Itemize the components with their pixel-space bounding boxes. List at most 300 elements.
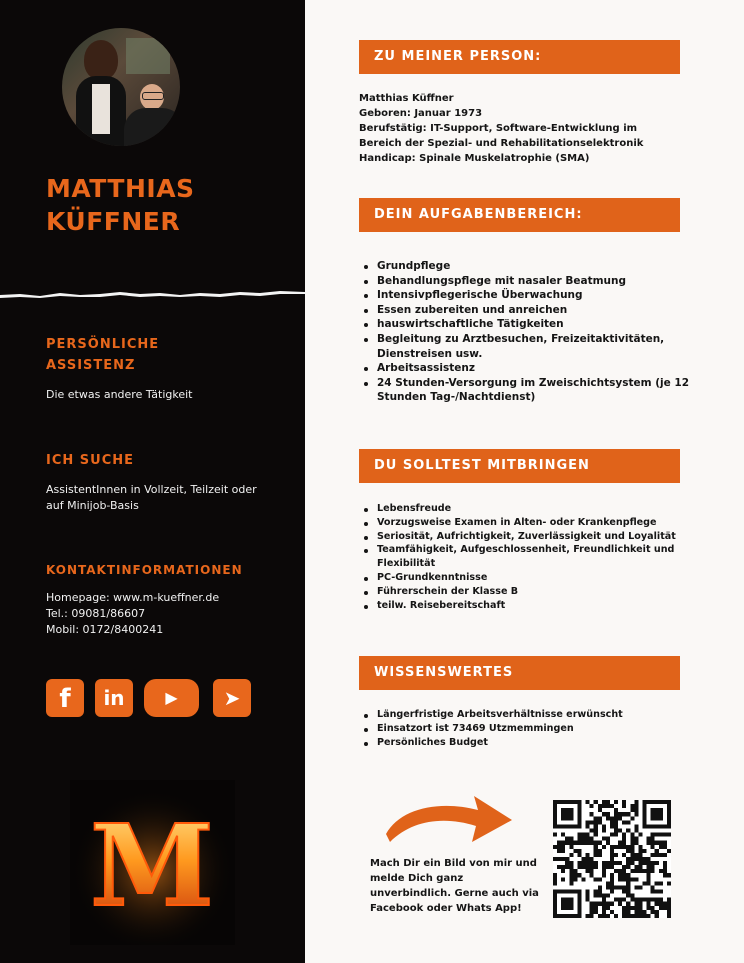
qr-module (586, 800, 590, 804)
qr-module (614, 898, 618, 902)
list-item: Behandlungspflege mit nasaler Beatmung (377, 274, 697, 289)
qr-module (638, 849, 642, 853)
qr-module (622, 833, 626, 837)
search-text-line-2: auf Minijob-Basis (46, 499, 139, 512)
qr-module (622, 845, 626, 849)
qr-module (610, 902, 614, 906)
qr-module (553, 902, 557, 906)
qr-module (594, 849, 598, 853)
qr-module (651, 898, 655, 902)
qr-module (626, 894, 630, 898)
logo-letter: M (90, 801, 214, 932)
qr-module (573, 824, 577, 828)
qr-module (586, 861, 590, 865)
search-text (46, 482, 286, 514)
qr-module (557, 914, 561, 918)
qr-module (643, 898, 647, 902)
qr-module (667, 800, 671, 804)
call-to-action (370, 856, 545, 916)
qr-code-graphic (553, 800, 671, 918)
qr-module (573, 890, 577, 894)
qr-module (573, 914, 577, 918)
section-bar-tasks: DEIN AUFGABENBEREICH: (359, 198, 680, 232)
qr-module (581, 865, 585, 869)
qr-module (561, 845, 565, 849)
qr-module (626, 873, 630, 877)
qr-module (598, 885, 602, 889)
qr-module (602, 800, 606, 804)
qr-module (667, 906, 671, 910)
qr-module (614, 808, 618, 812)
qr-module (573, 873, 577, 877)
qr-module (565, 890, 569, 894)
qr-module (626, 877, 630, 881)
qr-module (655, 812, 659, 816)
qr-module (663, 833, 667, 837)
qr-module (667, 910, 671, 914)
qr-module (598, 808, 602, 812)
qr-module (647, 861, 651, 865)
qr-module (553, 833, 557, 837)
qr-module (630, 845, 634, 849)
qr-module (659, 853, 663, 857)
qr-module (647, 898, 651, 902)
search-heading: ICH SUCHE (46, 453, 135, 468)
qr-module (561, 902, 565, 906)
qr-module (659, 881, 663, 885)
qr-module (634, 808, 638, 812)
qr-module (618, 877, 622, 881)
qr-module (565, 812, 569, 816)
qr-module (663, 869, 667, 873)
qr-module (553, 894, 557, 898)
list-item: Grundpflege (377, 259, 697, 274)
qr-module (553, 910, 557, 914)
qr-module (610, 890, 614, 894)
qr-module (577, 894, 581, 898)
qr-module (594, 853, 598, 857)
qr-module (561, 877, 565, 881)
flame-logo-graphic (70, 780, 235, 945)
qr-module (565, 824, 569, 828)
qr-module (610, 857, 614, 861)
qr-module (569, 881, 573, 885)
qr-module (565, 808, 569, 812)
tasks-list (359, 259, 697, 405)
qr-module (553, 890, 557, 894)
qr-module (630, 804, 634, 808)
qr-module (638, 885, 642, 889)
qr-module (647, 857, 651, 861)
qr-module (577, 824, 581, 828)
qr-module (630, 877, 634, 881)
qr-module (643, 800, 647, 804)
qr-module (655, 890, 659, 894)
profile-photo (62, 28, 180, 146)
qr-module (618, 885, 622, 889)
qr-module (590, 841, 594, 845)
qr-module (602, 914, 606, 918)
cta-line-2: melde Dich ganz (370, 873, 464, 884)
qr-module (630, 841, 634, 845)
qr-module (610, 873, 614, 877)
qr-module (610, 865, 614, 869)
qr-module (630, 894, 634, 898)
qr-module (663, 824, 667, 828)
qr-module (614, 824, 618, 828)
qr-module (561, 824, 565, 828)
qr-module (655, 861, 659, 865)
qr-module (622, 820, 626, 824)
name-line-1: MATTHIAS (46, 174, 195, 203)
qr-module (565, 816, 569, 820)
qr-module (602, 804, 606, 808)
qr-module (630, 869, 634, 873)
qr-module (626, 910, 630, 914)
qr-module (626, 902, 630, 906)
qr-module (651, 833, 655, 837)
qr-module (643, 861, 647, 865)
qr-module (638, 906, 642, 910)
qr-module (643, 910, 647, 914)
qr-module (577, 914, 581, 918)
qr-module (630, 853, 634, 857)
qr-module (651, 853, 655, 857)
role-heading (46, 334, 286, 376)
qr-module (647, 841, 651, 845)
qr-module (553, 820, 557, 824)
qr-module (598, 816, 602, 820)
qr-module (667, 808, 671, 812)
qr-module (659, 812, 663, 816)
sidebar (0, 0, 305, 963)
cta-line-3: unverbindlich. Gerne auch via (370, 888, 539, 899)
qr-module (614, 816, 618, 820)
qr-module (577, 902, 581, 906)
contact-heading: KONTAKTINFORMATIONEN (46, 563, 243, 577)
cta-line-4: Facebook oder Whats App! (370, 903, 522, 914)
qr-module (634, 906, 638, 910)
qr-module (651, 841, 655, 845)
qr-module (659, 845, 663, 849)
qr-module (594, 865, 598, 869)
qr-module (573, 869, 577, 873)
list-item: Teamfähigkeit, Aufgeschlossenheit, Freundlichkeit und Flexibilität (377, 543, 697, 571)
qr-module (565, 857, 569, 861)
homepage-link[interactable]: Homepage: www.m-kueffner.de (46, 591, 220, 604)
qr-module (626, 845, 630, 849)
phone-number: Tel.: 09081/86607 (46, 607, 146, 620)
qr-module (553, 804, 557, 808)
qr-module (594, 894, 598, 898)
qr-module (557, 890, 561, 894)
qr-module (561, 869, 565, 873)
qr-module (634, 804, 638, 808)
qr-module (577, 910, 581, 914)
qr-module (651, 865, 655, 869)
qr-module (622, 869, 626, 873)
list-item: hauswirtschaftliche Tätigkeiten (377, 317, 697, 332)
facebook-icon[interactable] (46, 679, 84, 717)
qr-module (643, 812, 647, 816)
qr-module (561, 890, 565, 894)
qr-module (659, 890, 663, 894)
qr-module (630, 898, 634, 902)
qr-module (586, 890, 590, 894)
qr-module (602, 869, 606, 873)
qr-module (667, 833, 671, 837)
qr-module (663, 865, 667, 869)
qr-module (606, 881, 610, 885)
qr-module (610, 820, 614, 824)
qr-module (569, 824, 573, 828)
qr-module (610, 824, 614, 828)
qr-module (630, 837, 634, 841)
qr-module (565, 902, 569, 906)
qr-module (577, 853, 581, 857)
qr-module (618, 812, 622, 816)
qr-module (638, 845, 642, 849)
qr-module (618, 902, 622, 906)
qr-module (606, 804, 610, 808)
qr-module (618, 816, 622, 820)
qr-module (626, 861, 630, 865)
qr-module (610, 853, 614, 857)
qr-module (565, 914, 569, 918)
qr-module (610, 881, 614, 885)
qr-module (626, 849, 630, 853)
qr-module (643, 869, 647, 873)
qr-module (602, 910, 606, 914)
qr-module (634, 841, 638, 845)
qr-module (618, 898, 622, 902)
qr-module (630, 849, 634, 853)
qr-module (561, 841, 565, 845)
person-line: Geboren: Januar 1973 (359, 108, 483, 119)
qr-module (622, 800, 626, 804)
qr-module (622, 898, 626, 902)
qr-module (586, 869, 590, 873)
qr-module (577, 820, 581, 824)
qr-module (655, 853, 659, 857)
qr-module (655, 816, 659, 820)
qr-module (590, 828, 594, 832)
list-item: Begleitung zu Arztbesuchen, Freizeitaktivitäten, Dienstreisen usw. (377, 332, 697, 361)
list-item: PC-Grundkenntnisse (377, 571, 697, 585)
qr-module (594, 861, 598, 865)
qr-module (663, 841, 667, 845)
qr-module (553, 857, 557, 861)
qr-module (622, 877, 626, 881)
qr-module (561, 833, 565, 837)
qr-module (659, 824, 663, 828)
qr-module (594, 910, 598, 914)
qr-module (594, 890, 598, 894)
linkedin-icon[interactable] (95, 679, 133, 717)
qr-module (630, 914, 634, 918)
facts-list (359, 708, 697, 750)
qr-module (577, 849, 581, 853)
qr-module (581, 857, 585, 861)
qr-module (614, 833, 618, 837)
qr-module (594, 841, 598, 845)
qr-module (663, 845, 667, 849)
qr-module (553, 881, 557, 885)
qr-module (569, 861, 573, 865)
qr-module (614, 812, 618, 816)
qr-module (594, 828, 598, 832)
qr-module (622, 910, 626, 914)
person-line: Bereich der Spezial- und Rehabilitationselektronik (359, 138, 644, 149)
qr-module (569, 841, 573, 845)
qr-module (618, 873, 622, 877)
qr-module (614, 869, 618, 873)
qr-module (634, 853, 638, 857)
qr-module (590, 865, 594, 869)
qr-module (647, 877, 651, 881)
list-item: 24 Stunden-Versorgung im Zweischichtsystem (je 12 Stunden Tag-/Nachtdienst) (377, 376, 697, 405)
qr-module (577, 861, 581, 865)
qr-module (647, 837, 651, 841)
qr-module (553, 898, 557, 902)
qr-module (598, 894, 602, 898)
qr-module (594, 902, 598, 906)
qr-module (655, 914, 659, 918)
qr-module (586, 833, 590, 837)
qr-module (667, 881, 671, 885)
qr-module (626, 906, 630, 910)
qr-module (565, 837, 569, 841)
qr-module (622, 890, 626, 894)
qr-module (590, 869, 594, 873)
qr-module (565, 861, 569, 865)
qr-module (655, 808, 659, 812)
qr-module (651, 869, 655, 873)
qr-module (610, 845, 614, 849)
qr-module (594, 877, 598, 881)
qr-module (569, 808, 573, 812)
qr-module (622, 853, 626, 857)
qr-module (667, 914, 671, 918)
qr-module (614, 861, 618, 865)
qr-module (557, 800, 561, 804)
qr-module (651, 861, 655, 865)
curved-arrow-icon (380, 790, 515, 848)
qr-module (638, 833, 642, 837)
qr-module (553, 873, 557, 877)
qr-module (577, 804, 581, 808)
qr-module (594, 800, 598, 804)
qr-module (561, 816, 565, 820)
qr-module (569, 877, 573, 881)
qr-module (565, 841, 569, 845)
qr-module (622, 914, 626, 918)
qr-module (577, 890, 581, 894)
qr-module (647, 869, 651, 873)
person-line: Handicap: Spinale Muskelatrophie (SMA) (359, 153, 590, 164)
qr-module (590, 820, 594, 824)
qr-module (618, 861, 622, 865)
qr-module (622, 837, 626, 841)
person-info (359, 91, 689, 166)
qr-module (602, 902, 606, 906)
qr-module (569, 914, 573, 918)
list-item: Führerschein der Klasse B (377, 585, 697, 599)
qr-module (659, 808, 663, 812)
qr-module (590, 837, 594, 841)
qr-module (626, 820, 630, 824)
qr-module (561, 800, 565, 804)
qr-module (586, 857, 590, 861)
qr-module (610, 885, 614, 889)
qr-module (647, 873, 651, 877)
qr-module (655, 849, 659, 853)
qr-module (667, 816, 671, 820)
qr-module (634, 869, 638, 873)
qr-module (565, 865, 569, 869)
qr-module (577, 808, 581, 812)
qr-module (626, 890, 630, 894)
qr-module (626, 828, 630, 832)
qr-module (561, 812, 565, 816)
cta-line-1: Mach Dir ein Bild von mir und (370, 858, 537, 869)
qr-module (573, 877, 577, 881)
qr-module (614, 820, 618, 824)
qr-module (614, 853, 618, 857)
qr-code[interactable] (553, 800, 671, 918)
qr-module (651, 808, 655, 812)
qr-module (622, 885, 626, 889)
telegram-icon[interactable] (213, 679, 251, 717)
qr-module (606, 906, 610, 910)
qr-module (594, 820, 598, 824)
qr-module (586, 898, 590, 902)
qr-module (610, 910, 614, 914)
telegram-glyph: ➤ (223, 686, 241, 710)
linkedin-glyph: in (103, 686, 125, 710)
facebook-glyph: f (59, 684, 71, 714)
qr-module (590, 861, 594, 865)
qr-module (634, 902, 638, 906)
qr-module (610, 861, 614, 865)
qr-module (659, 902, 663, 906)
qr-module (594, 833, 598, 837)
qr-module (622, 804, 626, 808)
qr-module (643, 816, 647, 820)
qr-module (610, 816, 614, 820)
qr-module (561, 849, 565, 853)
youtube-icon[interactable] (144, 679, 199, 717)
qr-module (655, 824, 659, 828)
qr-module (626, 812, 630, 816)
qr-module (655, 841, 659, 845)
qr-module (651, 906, 655, 910)
qr-module (586, 837, 590, 841)
qr-module (602, 865, 606, 869)
qr-module (610, 833, 614, 837)
qr-module (602, 824, 606, 828)
qr-module (638, 861, 642, 865)
list-item: Längerfristige Arbeitsverhältnisse erwünscht (377, 708, 697, 722)
qr-module (553, 808, 557, 812)
list-item: Arbeitsassistenz (377, 361, 697, 376)
qr-module (581, 833, 585, 837)
list-item: Vorzugsweise Examen in Alten- oder Krankenpflege (377, 516, 697, 530)
qr-module (606, 816, 610, 820)
qr-module (643, 804, 647, 808)
qr-module (634, 885, 638, 889)
qr-module (618, 841, 622, 845)
